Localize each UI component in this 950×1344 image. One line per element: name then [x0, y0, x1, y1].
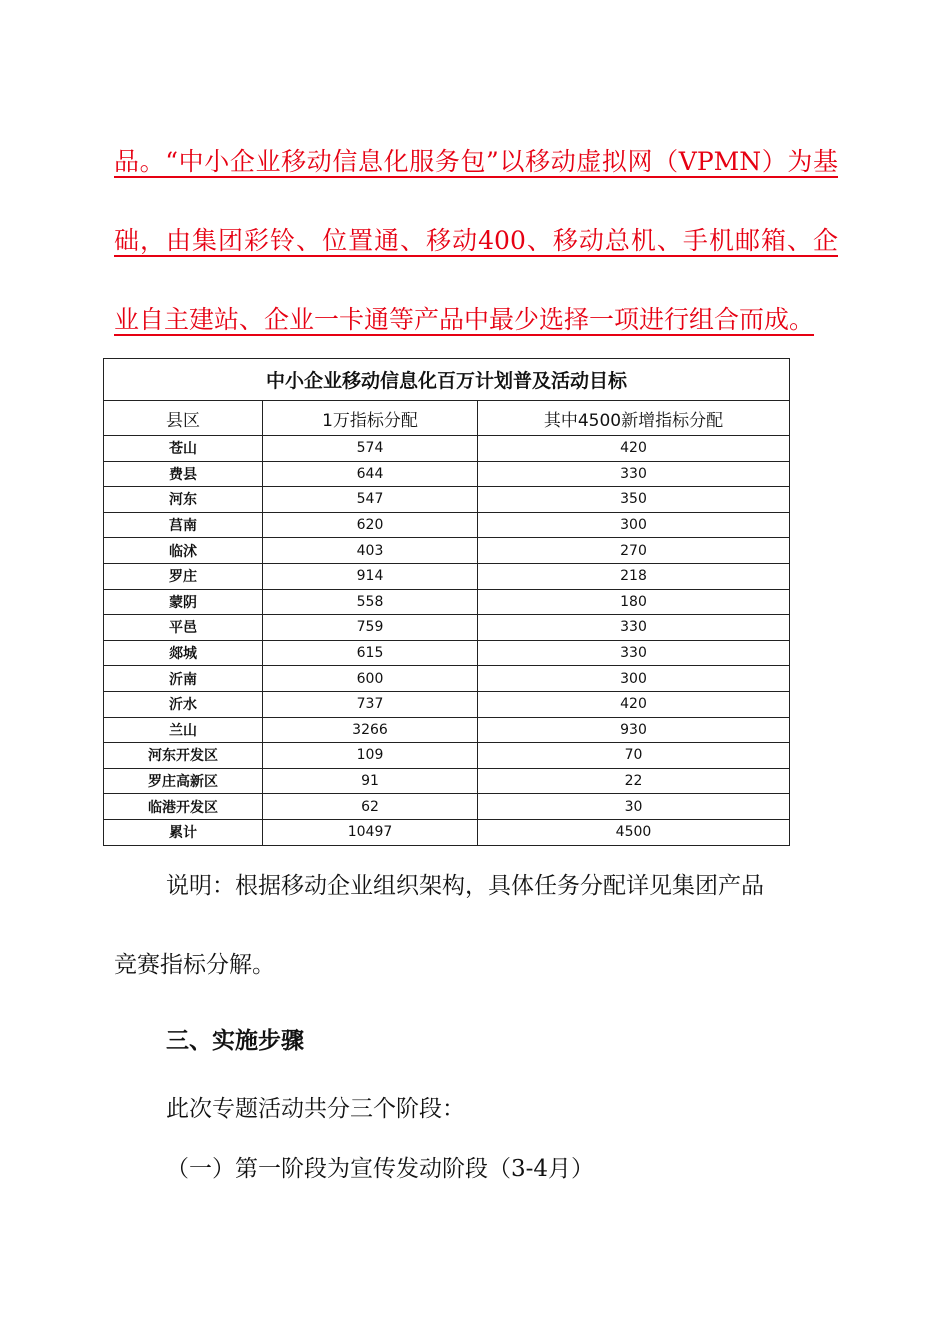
- table-row: [104, 538, 790, 564]
- new-target-cell: 350: [478, 487, 790, 513]
- total-target-cell: 620: [263, 512, 478, 538]
- total-target-cell: 759: [263, 615, 478, 641]
- new-target-cell: 300: [478, 666, 790, 692]
- total-target-cell: 558: [263, 589, 478, 615]
- new-target-cell: 930: [478, 717, 790, 743]
- total-target-cell: 547: [263, 487, 478, 513]
- table-row: [104, 717, 790, 743]
- total-target-cell: 737: [263, 691, 478, 717]
- total-target-cell: 62: [263, 794, 478, 820]
- county-cell: 临沭: [104, 538, 263, 564]
- table-row: [104, 794, 790, 820]
- table-row: [104, 589, 790, 615]
- county-cell: 罗庄高新区: [104, 768, 263, 794]
- note-line-2: 竞赛指标分解。: [114, 952, 275, 978]
- table-row: [104, 512, 790, 538]
- stage-one-heading: （一）第一阶段为宣传发动阶段（3-4月）: [166, 1156, 595, 1182]
- total-target-cell: 3266: [263, 717, 478, 743]
- header-total-target: 1万指标分配: [263, 401, 478, 436]
- county-cell: 平邑: [104, 615, 263, 641]
- total-target-cell: 914: [263, 563, 478, 589]
- table-row: [104, 563, 790, 589]
- new-target-cell: 270: [478, 538, 790, 564]
- new-target-cell: 4500: [478, 819, 790, 845]
- highlighted-paragraph-line-1: 品。“中小企业移动信息化服务包”以移动虚拟网（VPMN）为基: [114, 147, 838, 176]
- stages-intro: 此次专题活动共分三个阶段：: [166, 1096, 465, 1122]
- county-cell: 罗庄: [104, 563, 263, 589]
- new-target-cell: 420: [478, 691, 790, 717]
- county-cell: 苍山: [104, 436, 263, 462]
- county-cell: 兰山: [104, 717, 263, 743]
- total-target-cell: 109: [263, 743, 478, 769]
- new-target-cell: 330: [478, 615, 790, 641]
- header-county: 县区: [104, 401, 263, 436]
- table-row: [104, 819, 790, 845]
- new-target-cell: 300: [478, 512, 790, 538]
- new-target-cell: 330: [478, 461, 790, 487]
- county-cell: 莒南: [104, 512, 263, 538]
- new-target-cell: 330: [478, 640, 790, 666]
- table-row: [104, 615, 790, 641]
- new-target-cell: 218: [478, 563, 790, 589]
- county-cell: 河东开发区: [104, 743, 263, 769]
- table-row: [104, 743, 790, 769]
- table-row: [104, 436, 790, 462]
- county-cell: 临港开发区: [104, 794, 263, 820]
- county-cell: 蒙阴: [104, 589, 263, 615]
- new-target-cell: 180: [478, 589, 790, 615]
- table-title: 中小企业移动信息化百万计划普及活动目标: [104, 359, 790, 401]
- county-cell: 郯城: [104, 640, 263, 666]
- county-cell: 沂水: [104, 691, 263, 717]
- new-target-cell: 22: [478, 768, 790, 794]
- table-row: [104, 768, 790, 794]
- new-target-cell: 70: [478, 743, 790, 769]
- table-body: [104, 436, 790, 846]
- new-target-cell: 420: [478, 436, 790, 462]
- new-target-cell: 30: [478, 794, 790, 820]
- county-cell: 河东: [104, 487, 263, 513]
- table-row: [104, 640, 790, 666]
- total-target-cell: 615: [263, 640, 478, 666]
- total-target-cell: 10497: [263, 819, 478, 845]
- county-cell: 沂南: [104, 666, 263, 692]
- total-target-cell: 574: [263, 436, 478, 462]
- total-target-cell: 91: [263, 768, 478, 794]
- table-row: [104, 461, 790, 487]
- note-line-1: 说明：根据移动企业组织架构，具体任务分配详见集团产品: [166, 873, 764, 899]
- table-row: [104, 666, 790, 692]
- total-target-cell: 403: [263, 538, 478, 564]
- total-target-cell: 644: [263, 461, 478, 487]
- table-header-row: [104, 401, 790, 436]
- total-target-cell: 600: [263, 666, 478, 692]
- header-new-target: 其中4500新增指标分配: [478, 401, 790, 436]
- section-heading: 三、实施步骤: [166, 1028, 304, 1054]
- table-row: [104, 487, 790, 513]
- county-cell: 累计: [104, 819, 263, 845]
- county-cell: 费县: [104, 461, 263, 487]
- target-allocation-table: [103, 358, 790, 846]
- highlighted-paragraph-line-2: 础，由集团彩铃、位置通、移动400、移动总机、手机邮箱、企: [114, 226, 838, 255]
- table-row: [104, 691, 790, 717]
- highlighted-paragraph-line-3: 业自主建站、企业一卡通等产品中最少选择一项进行组合而成。: [114, 305, 815, 334]
